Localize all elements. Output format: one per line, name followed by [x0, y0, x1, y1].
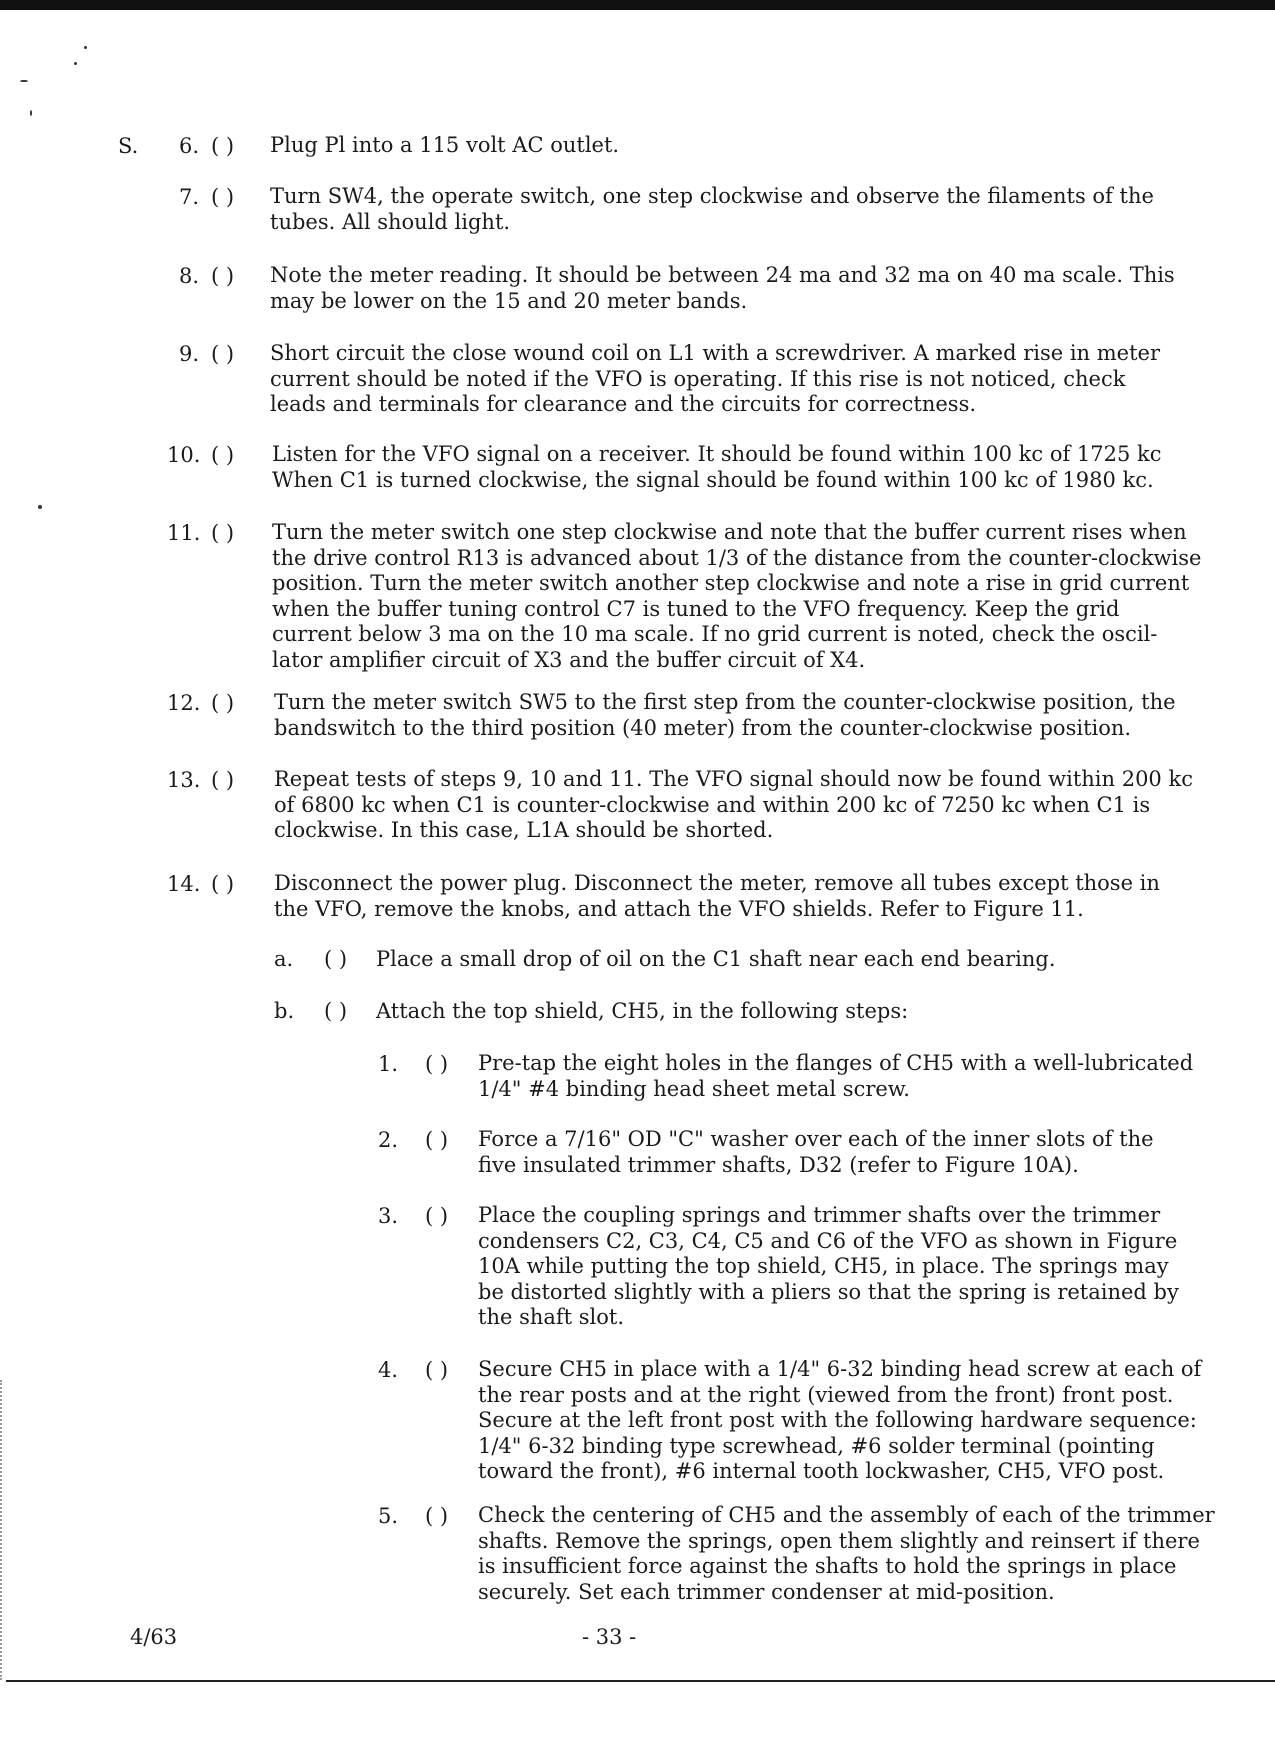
text-line: when the buffer tuning control C7 is tuned to the VFO frequency. Keep the grid: [272, 596, 1120, 621]
text-line: Repeat tests of steps 9, 10 and 11. The VFO signal should now be found within 200 kc: [274, 767, 1193, 791]
substep-checkbox[interactable]: ( ): [324, 999, 348, 1023]
substep-checkbox[interactable]: ( ): [324, 947, 348, 971]
scan-speck: [30, 110, 32, 116]
text-line: securely. Set each trimmer condenser at mid-position.: [478, 1579, 1055, 1604]
substep-text: Attach the top shield, CH5, in the following steps:: [376, 999, 909, 1023]
text-line: 1/4" 6-32 binding type screwhead, #6 solder terminal (pointing: [478, 1433, 1155, 1458]
substep-label: a.: [274, 947, 294, 971]
text-line: may be lower on the 15 and 20 meter bands.: [270, 288, 748, 313]
text-line: tubes. All should light.: [270, 209, 511, 234]
text-line: the VFO, remove the knobs, and attach the VFO shields. Refer to Figure 11.: [274, 896, 1084, 921]
text-line: Listen for the VFO signal on a receiver. It should be found within 100 kc of 1725 kc: [272, 442, 1162, 466]
subsubstep-number: 4.: [378, 1358, 399, 1382]
text-line: 10A while putting the top shield, CH5, in place. The springs may: [478, 1254, 1169, 1278]
subsubstep-checkbox[interactable]: ( ): [425, 1204, 449, 1228]
subsubstep-number: 1.: [378, 1052, 399, 1076]
subsubstep-text: [478, 1503, 1215, 1605]
text-line: Plug Pl into a 115 volt AC outlet.: [270, 133, 620, 157]
step-checkbox[interactable]: ( ): [211, 521, 235, 545]
subsubstep-number: 2.: [378, 1128, 399, 1152]
step-text: [272, 520, 1201, 673]
subsubstep-checkbox[interactable]: ( ): [425, 1504, 449, 1528]
step-number: 14.: [167, 872, 201, 896]
subsubstep-text: [478, 1203, 1179, 1331]
text-line: Check the centering of CH5 and the assembly of each of the trimmer: [478, 1503, 1215, 1527]
text-line: Short circuit the close wound coil on L1 with a screwdriver. A marked rise in meter: [270, 341, 1160, 365]
step-text: [274, 767, 1193, 844]
text-line: Disconnect the power plug. Disconnect the meter, remove all tubes except those in: [274, 871, 1160, 895]
text-line: Turn the meter switch one step clockwise and note that the buffer current rises when: [272, 520, 1187, 544]
step-number: 8.: [179, 264, 200, 288]
text-line: of 6800 kc when C1 is counter-clockwise and within 200 kc of 7250 kc when C1 is: [274, 792, 1151, 817]
scan-speck: [20, 80, 28, 82]
step-checkbox[interactable]: ( ): [211, 185, 235, 209]
text-line: Secure at the left front post with the following hardware sequence:: [478, 1408, 1197, 1432]
text-line: the shaft slot.: [478, 1305, 625, 1329]
step-checkbox[interactable]: ( ): [211, 691, 235, 715]
step-checkbox[interactable]: ( ): [211, 443, 235, 467]
step-text: [272, 442, 1162, 493]
text-line: 1/4" #4 binding head sheet metal screw.: [478, 1076, 910, 1101]
text-line: lator amplifier circuit of X3 and the buffer circuit of X4.: [272, 647, 866, 672]
subsubstep-checkbox[interactable]: ( ): [425, 1128, 449, 1152]
step-checkbox[interactable]: ( ): [211, 134, 235, 158]
subsubstep-checkbox[interactable]: ( ): [425, 1052, 449, 1076]
scan-speck: [84, 46, 87, 49]
text-line: position. Turn the meter switch another step clockwise and note a rise in grid current: [272, 571, 1190, 595]
text-line: is insufficient force against the shafts to hold the springs in place: [478, 1554, 1177, 1578]
text-line: toward the front), #6 internal tooth lockwasher, CH5, VFO post.: [478, 1459, 1165, 1483]
text-line: Turn SW4, the operate switch, one step clockwise and observe the filaments of the: [270, 184, 1154, 208]
text-line: bandswitch to the third position (40 meter) from the counter-clockwise position.: [274, 715, 1132, 740]
subsubstep-text: [478, 1127, 1154, 1178]
scan-left-edge: [0, 1380, 5, 1680]
scan-speck: [74, 62, 77, 65]
subsubstep-number: 3.: [378, 1204, 399, 1228]
text-line: Secure CH5 in place with a 1/4" 6-32 binding head screw at each of: [478, 1357, 1202, 1381]
scan-top-border: [0, 0, 1275, 10]
footer-date: 4/63: [130, 1625, 178, 1649]
text-line: be distorted slightly with a pliers so that the spring is retained by: [478, 1279, 1179, 1304]
step-number: 13.: [167, 768, 201, 792]
text-line: current should be noted if the VFO is operating. If this rise is not noticed, check: [270, 366, 1126, 391]
text-line: Turn the meter switch SW5 to the first step from the counter-clockwise position, the: [274, 690, 1176, 714]
step-checkbox[interactable]: ( ): [211, 872, 235, 896]
step-text: [274, 690, 1176, 741]
text-line: When C1 is turned clockwise, the signal should be found within 100 kc of 1980 kc.: [272, 467, 1154, 492]
text-line: Place the coupling springs and trimmer shafts over the trimmer: [478, 1203, 1161, 1227]
section-letter: S.: [118, 134, 139, 158]
text-line: condensers C2, C3, C4, C5 and C6 of the VFO as shown in Figure: [478, 1228, 1178, 1253]
substep-text: Place a small drop of oil on the C1 shaft near each end bearing.: [376, 947, 1056, 971]
step-number: 11.: [167, 521, 201, 545]
subsubstep-text: [478, 1051, 1193, 1102]
text-line: Pre-tap the eight holes in the flanges of CH5 with a well-lubricated: [478, 1051, 1194, 1075]
step-text: [270, 263, 1175, 314]
step-text: [270, 341, 1160, 418]
step-checkbox[interactable]: ( ): [211, 768, 235, 792]
step-checkbox[interactable]: ( ): [211, 264, 235, 288]
text-line: the drive control R13 is advanced about 1/3 of the distance from the counter-clockwise: [272, 545, 1202, 570]
step-number: 12.: [167, 691, 201, 715]
text-line: shafts. Remove the springs, open them slightly and reinsert if there: [478, 1528, 1200, 1553]
step-text: [270, 184, 1154, 235]
subsubstep-number: 5.: [378, 1504, 399, 1528]
step-number: 7.: [179, 185, 200, 209]
subsubstep-text: [478, 1357, 1201, 1485]
step-checkbox[interactable]: ( ): [211, 342, 235, 366]
step-number: 6.: [179, 134, 200, 158]
step-number: 9.: [179, 342, 200, 366]
step-text: [274, 871, 1160, 922]
step-number: 10.: [167, 443, 201, 467]
substep-label: b.: [274, 999, 295, 1023]
text-line: clockwise. In this case, L1A should be shorted.: [274, 818, 774, 842]
text-line: the rear posts and at the right (viewed from the front) front post.: [478, 1382, 1174, 1407]
text-line: Force a 7/16" OD "C" washer over each of the inner slots of the: [478, 1127, 1154, 1151]
text-line: five insulated trimmer shafts, D32 (refer to Figure 10A).: [478, 1152, 1079, 1177]
text-line: Note the meter reading. It should be between 24 ma and 32 ma on 40 ma scale. This: [270, 263, 1175, 287]
subsubstep-checkbox[interactable]: ( ): [425, 1358, 449, 1382]
scan-speck: [38, 505, 42, 509]
text-line: current below 3 ma on the 10 ma scale. If no grid current is noted, check the oscil-: [272, 622, 1158, 646]
text-line: leads and terminals for clearance and the circuits for correctness.: [270, 392, 977, 416]
page-number: - 33 -: [582, 1625, 637, 1649]
scan-bottom-rule: [6, 1680, 1275, 1682]
step-text: [270, 133, 619, 159]
